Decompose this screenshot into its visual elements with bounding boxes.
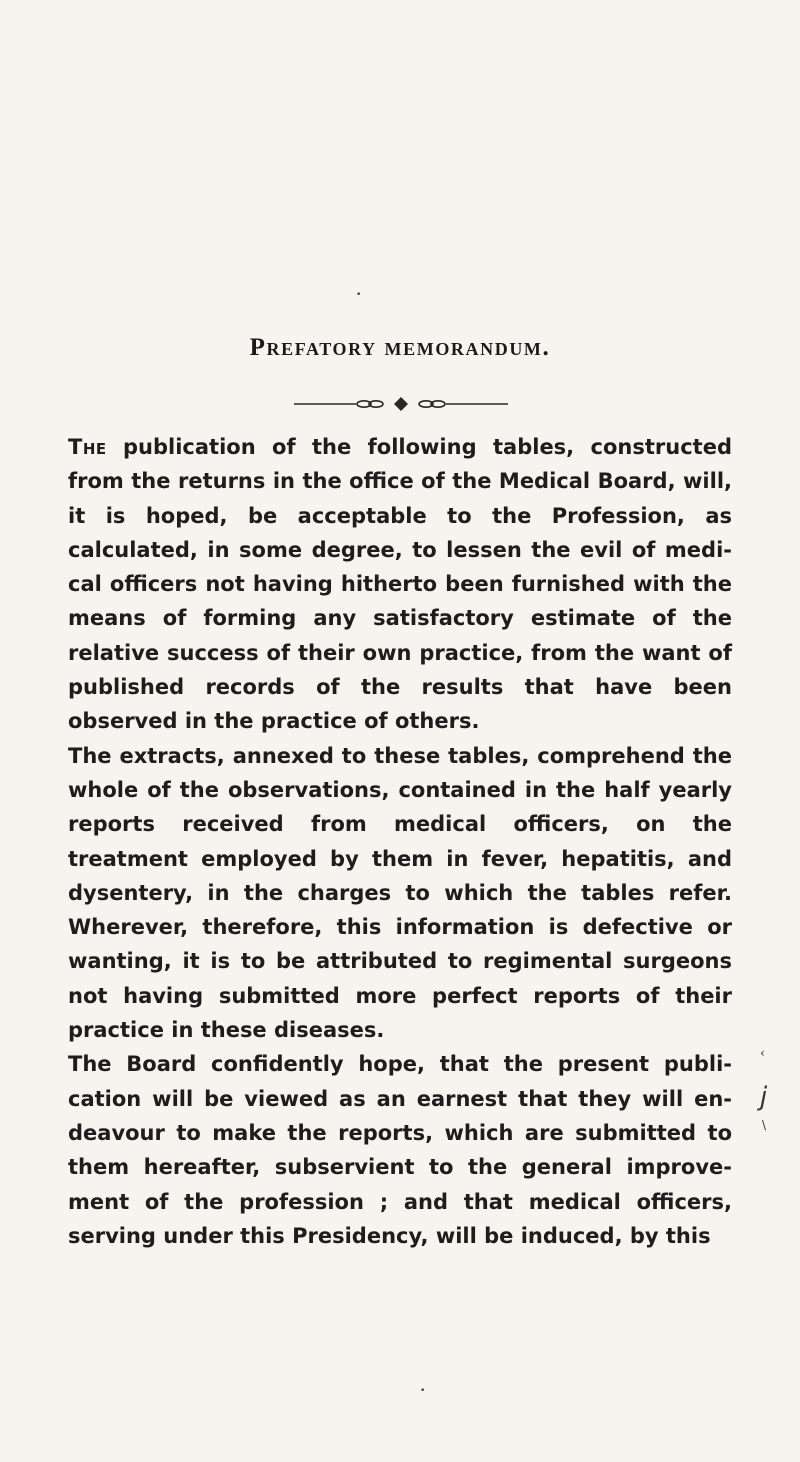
paragraph-1 bbox=[68, 430, 732, 739]
paragraph-3 bbox=[68, 1047, 732, 1253]
paragraph-lead: The bbox=[68, 435, 107, 459]
paragraph-text: publication of the following tables, constructed from the returns in the office of the Medical Board, will, it is hoped, be acceptable to the Profession, as calculated, in some degree, to lessen the evil of medical officers not having hitherto been furnished with the means of forming any satisfactory estimate of the relative success of their own practice, from the want of published records of the results that have been observed in the practice of others. bbox=[68, 435, 732, 734]
paragraph-2 bbox=[68, 739, 732, 1048]
stray-mark-icon: • bbox=[420, 1386, 426, 1396]
stray-mark-icon: • bbox=[356, 290, 362, 300]
memorandum-body bbox=[68, 430, 732, 1253]
margin-mark-icon: ‹ bbox=[760, 1046, 765, 1060]
margin-mark-icon: \ bbox=[762, 1118, 767, 1132]
page-title: Prefatory memorandum. bbox=[249, 334, 551, 361]
margin-mark-icon: j bbox=[760, 1082, 768, 1112]
paragraph-text: The Board confidently hope, that the present publication will be viewed as an earnest that they will endeavour to make the reports, which are submitted to them hereafter, subservient to the general improvement of the profession ; and that medical officers, serving under this Presidency, will be induced, by this bbox=[68, 1052, 732, 1248]
decorative-rule-icon bbox=[294, 396, 508, 412]
paragraph-text: The extracts, annexed to these tables, comprehend the whole of the observations, contained in the half yearly reports received from medical officers, on the treatment employed by them in fever, hepatitis, and dysentery, in the charges to which the tables refer. Wherever, therefore, this information is defective or wanting, it is to be attributed to regimental surgeons not having submitted more perfect reports of their practice in these diseases. bbox=[68, 743, 732, 1043]
